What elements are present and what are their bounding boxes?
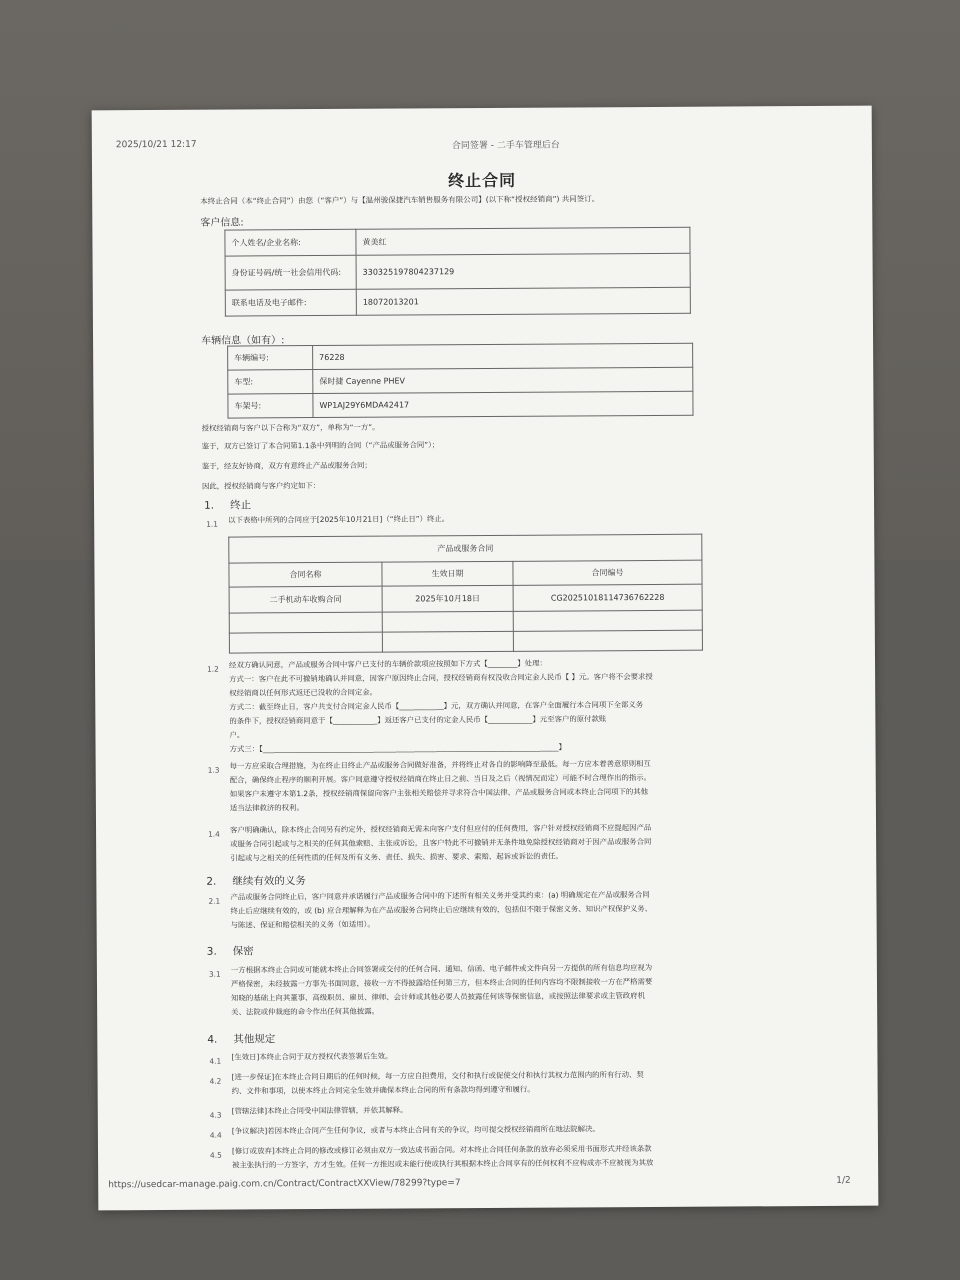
- section-3-heading: 3. 保密: [206, 945, 254, 958]
- customer-section-label: 客户信息:: [200, 217, 244, 229]
- clause-1-1-number: 1.1: [206, 519, 218, 529]
- section-2-heading: 2. 继续有效的义务: [206, 875, 306, 888]
- clause-1-3-line-2: 配合，确保终止程序的顺利开展。客户同意遵守授权经销商在终止日之前、当日及之后（视情况而定）可能不时合理作出的指示。: [229, 772, 652, 785]
- contract-name-cell: 二手机动车收购合同: [229, 586, 382, 613]
- vehicle-vin-value: WP1AJ29Y6MDA42417: [313, 391, 693, 417]
- clause-1-4-number: 1.4: [208, 829, 220, 839]
- vehicle-section-label: 车辆信息（如有）:: [201, 335, 285, 347]
- print-page-number: 1/2: [836, 1175, 851, 1186]
- section-1-heading: 1. 终止: [204, 499, 252, 512]
- contracts-table-title: 产品或服务合同: [229, 534, 702, 563]
- clause-1-2-line-6: 户。: [229, 730, 245, 740]
- clause-1-3-line-3: 如果客户未遵守本第1.2条，授权经销商保留向客户主张相关赔偿并寻求符合中国法律、产品或服务合同或本终止合同项下的其他: [229, 787, 649, 799]
- clause-3-1-number: 3.1: [208, 969, 221, 979]
- clause-4-2-number: 4.2: [209, 1076, 222, 1086]
- col-contract-name: 合同名称: [229, 562, 382, 587]
- col-contract-number: 合同编号: [513, 560, 702, 585]
- customer-info-table: [224, 227, 691, 317]
- vehicle-info-table: [227, 343, 693, 419]
- table-row: [229, 584, 702, 613]
- clause-4-3-line-1: [管辖法律]本终止合同受中国法律管辖，并依其解释。: [231, 1105, 408, 1116]
- clause-1-2-line-4: 方式二：截至终止日，客户共支付合同定金人民币【____________】元，双方确认并同意，在客户全面履行本合同项下全部义务: [229, 700, 644, 712]
- document-title: 终止合同: [448, 170, 517, 191]
- print-timestamp: 2025/10/21 12:17: [115, 139, 197, 151]
- clause-3-1-line-1: 一方根据本终止合同或可能就本终止合同签署或交付的任何合同、通知、信函、电子邮件或文件向另一方提供的所有信息均应视为: [230, 962, 653, 975]
- clause-4-5-number: 4.5: [210, 1150, 222, 1160]
- clause-1-1-text: 以下表格中所列的合同应于[2025年10月21日]（“终止日”）终止。: [228, 514, 450, 525]
- customer-id-value: 330325197804237129: [356, 253, 690, 289]
- clause-1-4-line-1: 客户明确确认，除本终止合同另有约定外，授权经销商无需未向客户支付但应付的任何费用，客户针对授权经销商不应提起因产品: [230, 822, 652, 835]
- document-intro: 本终止合同（本“终止合同”）由您（“客户”）与【温州骏保捷汽车销售服务有限公司】(以下称“授权经销商”) 共同签订。: [200, 194, 600, 206]
- vehicle-number-value: 76228: [313, 343, 693, 369]
- table-row-empty: [229, 630, 702, 653]
- clause-1-2-line-3: 权经销商以任何形式返还已没收的合同定金。: [229, 687, 378, 698]
- clause-2-1-line-3: 与陈述、保证和赔偿相关的义务（如适用）。: [230, 919, 375, 930]
- customer-contact-value: 18072013201: [356, 287, 690, 315]
- clause-1-3-line-1: 每一方应采取合理措施，为在终止日终止产品或服务合同做好准备，并将终止对各自的影响降至最低。每一方应本着善意原则相互: [229, 758, 651, 771]
- clause-4-4-line-1: [争议解决]若因本终止合同产生任何争议，或者与本终止合同有关的争议，均可提交授权经销商所在地法院解决。: [231, 1124, 600, 1136]
- customer-id-label: 身份证号码/统一社会信用代码:: [225, 255, 356, 290]
- clause-3-1-line-2: 严格保密，未经披露一方事先书面同意，接收一方不得披露给任何第三方，但本终止合同的任何内容均不限制接收一方在严格需要: [230, 976, 653, 989]
- clause-4-2-line-2: 约、文件和事项，以使本终止合同完全生效并确保本终止合同的所有条款均得到遵守和履行。: [231, 1084, 535, 1096]
- section-4-heading: 4. 其他规定: [207, 1033, 276, 1046]
- preamble-3: 鉴于，经友好协商，双方有意终止产品或服务合同；: [201, 460, 372, 471]
- clause-2-1-line-2: 终止后应继续有效的，或 (b) 应合理解释为在产品或服务合同终止后应继续有效的，包括但不限于保密义务、知识产权保护义务、: [230, 903, 653, 916]
- printed-page: [92, 106, 879, 1211]
- print-page-title: 合同签署 - 二手车管理后台: [451, 140, 560, 152]
- clause-4-2-line-1: [进一步保证]在本终止合同日期后的任何时候，每一方应自担费用，交付和执行或促使交付和执行其权力范围内的所有行动、契: [231, 1070, 644, 1082]
- clause-1-3-number: 1.3: [207, 765, 220, 775]
- clause-4-5-line-1: [修订或放弃]本终止合同的修改或修订必须由双方一致达成书面合同。对本终止合同任何条款的放弃必须采用书面形式并经该条款: [231, 1143, 652, 1156]
- vehicle-model-value: 保时捷 Cayenne PHEV: [313, 367, 693, 393]
- clause-3-1-line-4: 关、法院或仲裁庭的命令作出任何其他披露。: [231, 1006, 380, 1017]
- clause-4-5-line-2: 被主张执行的一方签字，方才生效。任何一方推迟或未能行使或执行其根据本终止合同享有的任何权利不应构成亦不应被视为其放: [232, 1157, 654, 1170]
- clause-1-2-line-1: 经双方确认同意，产品或服务合同中客户已支付的车辆价款项应按照如下方式【________】处理：: [229, 658, 547, 670]
- preamble-4: 因此，授权经销商与客户约定如下：: [201, 481, 321, 491]
- clause-1-2-line-2: 方式一：客户在此不可撤销地确认并同意，因客户原因终止合同，授权经销商有权没收合同定金人民币【 】元。客户将不会要求授: [229, 671, 653, 684]
- clause-1-4-line-2: 或服务合同引起或与之相关的任何其他索赔、主张或诉讼，且客户特此不可撤销并无条件地免除授权经销商对于因产品或服务合同: [230, 836, 652, 849]
- preamble-1: 授权经销商与客户以下合称为“双方”，单称为“一方”。: [201, 422, 380, 433]
- clause-4-4-number: 4.4: [209, 1130, 222, 1140]
- clause-2-1-line-1: 产品或服务合同终止后，客户同意并承诺履行产品或服务合同中的下述所有相关义务并受其约束：(a) 明确规定在产品或服务合同: [230, 889, 650, 902]
- contract-number-cell: CG20251018114736762228: [513, 584, 702, 611]
- customer-contact-label: 联系电话及电子邮件:: [225, 289, 356, 316]
- clause-4-3-number: 4.3: [209, 1110, 222, 1120]
- clause-2-1-number: 2.1: [208, 896, 221, 906]
- vehicle-vin-label: 车架号:: [228, 394, 313, 419]
- vehicle-model-label: 车型:: [228, 370, 313, 395]
- clause-4-1-line-1: [生效日]本终止合同于双方授权代表签署后生效。: [231, 1051, 393, 1062]
- print-url: https://usedcar-manage.paig.com.cn/Contract/ContractXXView/78299?type=7: [108, 1178, 461, 1191]
- clause-1-4-line-3: 引起或与之相关的任何性质的任何及所有义务、责任、损失、损害、要求、索赔、起诉或诉讼的责任。: [230, 851, 563, 863]
- customer-name-value: 黄美红: [356, 227, 690, 255]
- clause-1-2-line-5: 的条件下，授权经销商同意于【____________】返还客户已支付的定金人民币【____________】元至客户的原付款账: [229, 714, 607, 726]
- clause-1-3-line-4: 适当法律救济的权利。: [229, 803, 304, 813]
- clause-1-2-line-7: 方式三：【________________________________________________________________________________】: [229, 742, 566, 754]
- preamble-2: 鉴于，双方已签订了本合同第1.1条中列明的合同（“产品或服务合同”）；: [201, 440, 440, 451]
- contracts-table: [228, 534, 703, 654]
- clause-3-1-line-3: 知晓的基础上向其董事、高级职员、雇员、律师、会计师或其他必要人员披露任何该等保密信息，或按照法律要求或主管政府机: [231, 991, 645, 1003]
- clause-4-1-number: 4.1: [209, 1056, 222, 1066]
- vehicle-number-label: 车辆编号:: [228, 346, 313, 371]
- customer-name-label: 个人姓名/企业名称:: [225, 229, 356, 256]
- col-effective-date: 生效日期: [382, 561, 513, 586]
- effective-date-cell: 2025年10月18日: [382, 585, 513, 612]
- clause-1-2-number: 1.2: [207, 664, 219, 674]
